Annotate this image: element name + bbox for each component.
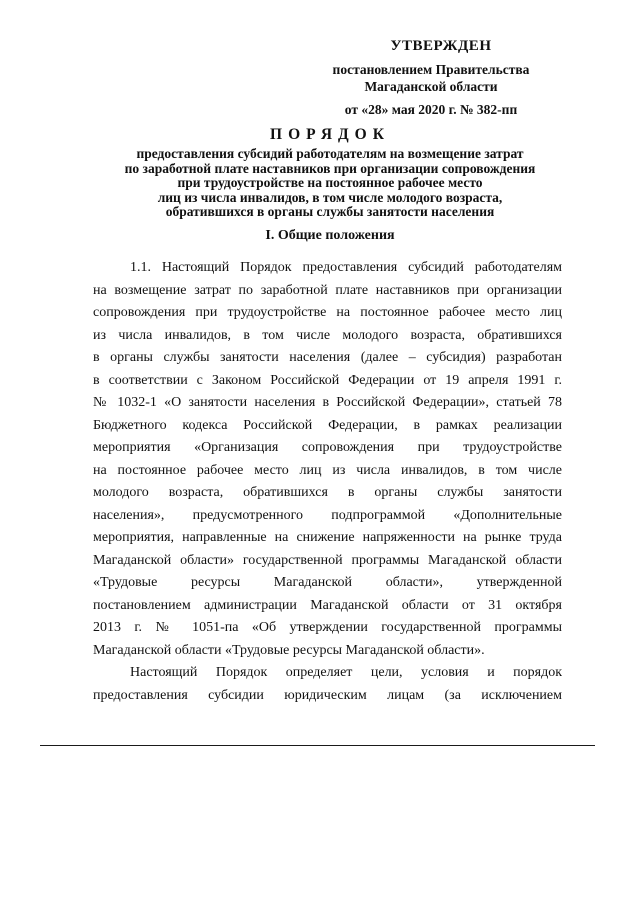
approval-stamp — [300, 38, 562, 118]
section-heading: I. Общие положения — [265, 228, 395, 243]
text-line: мероприятия, направленные на снижение напряженности на рынке труда — [93, 530, 562, 545]
approval-decree-date: от «28» мая 2020 г. № 382-пп — [344, 102, 518, 117]
text-line: молодого возраста, обратившихся в органы службы занятости — [93, 485, 562, 500]
approval-authority-line2: Магаданской области — [364, 79, 498, 94]
text-line: из числа инвалидов, в том числе молодого возраста, обратившихся — [93, 327, 562, 343]
document-subtitle-line: предоставления субсидий работодателям на возмещение затрат — [136, 146, 524, 161]
body-text — [93, 257, 562, 707]
text-line: Настоящий Порядок определяет цели, условия и порядок — [130, 665, 562, 680]
page-divider — [40, 745, 595, 746]
text-line: на постоянное рабочее место лиц из числа инвалидов, в том числе — [93, 462, 562, 478]
document-subtitle-line: при трудоустройстве на постоянное рабочее место — [177, 175, 483, 190]
document-heading — [80, 126, 580, 220]
approval-authority-line1: постановлением Правительства — [332, 62, 530, 77]
text-line: Магаданской области «Трудовые ресурсы Магаданской области». — [93, 642, 485, 658]
text-line: в соответствии с Законом Российской Федерации от 19 апреля 1991 г. — [93, 372, 562, 388]
text-line: Бюджетного кодекса Российской Федерации, в рамках реализации — [93, 417, 562, 433]
document-subtitle-line: обратившихся в органы службы занятости населения — [165, 204, 495, 219]
text-line: в органы службы занятости населения (далее – субсидия) разработан — [93, 350, 562, 365]
document-subtitle-line: по заработной плате наставников при организации сопровождения — [124, 160, 536, 176]
text-line: № 1032-1 «О занятости населения в Российской Федерации», статьей 78 — [93, 395, 562, 410]
text-line: 2013 г. № 1051-па «Об утверждении государственной программы — [93, 620, 562, 635]
text-line: Магаданской области» государственной программы Магаданской области — [93, 552, 562, 568]
text-line: сопровождения при трудоустройстве на постоянное рабочее место лиц — [93, 305, 562, 320]
approval-title: УТВЕРЖДЕН — [390, 38, 492, 54]
text-line: мероприятия «Организация сопровождения при трудоустройстве — [93, 440, 562, 455]
text-line: «Трудовые ресурсы Магаданской области», утвержденной — [93, 575, 562, 590]
document-subtitle-line: лиц из числа инвалидов, в том числе молодого возраста, — [157, 189, 503, 205]
text-line: 1.1. Настоящий Порядок предоставления субсидий работодателям — [130, 260, 562, 275]
paragraph-1 — [93, 257, 562, 662]
document-subtitle — [80, 147, 580, 220]
text-line: на возмещение затрат по заработной плате наставников при организации — [93, 282, 562, 298]
text-line: постановлением администрации Магаданской области от 31 октября — [93, 597, 562, 613]
text-line: населения», предусмотренного подпрограммой «Дополнительные — [93, 507, 562, 523]
text-line: предоставления субсидии юридическим лицам (за исключением — [93, 687, 562, 703]
document-title: ПОРЯДОК — [270, 126, 390, 143]
paragraph-2 — [93, 662, 562, 707]
